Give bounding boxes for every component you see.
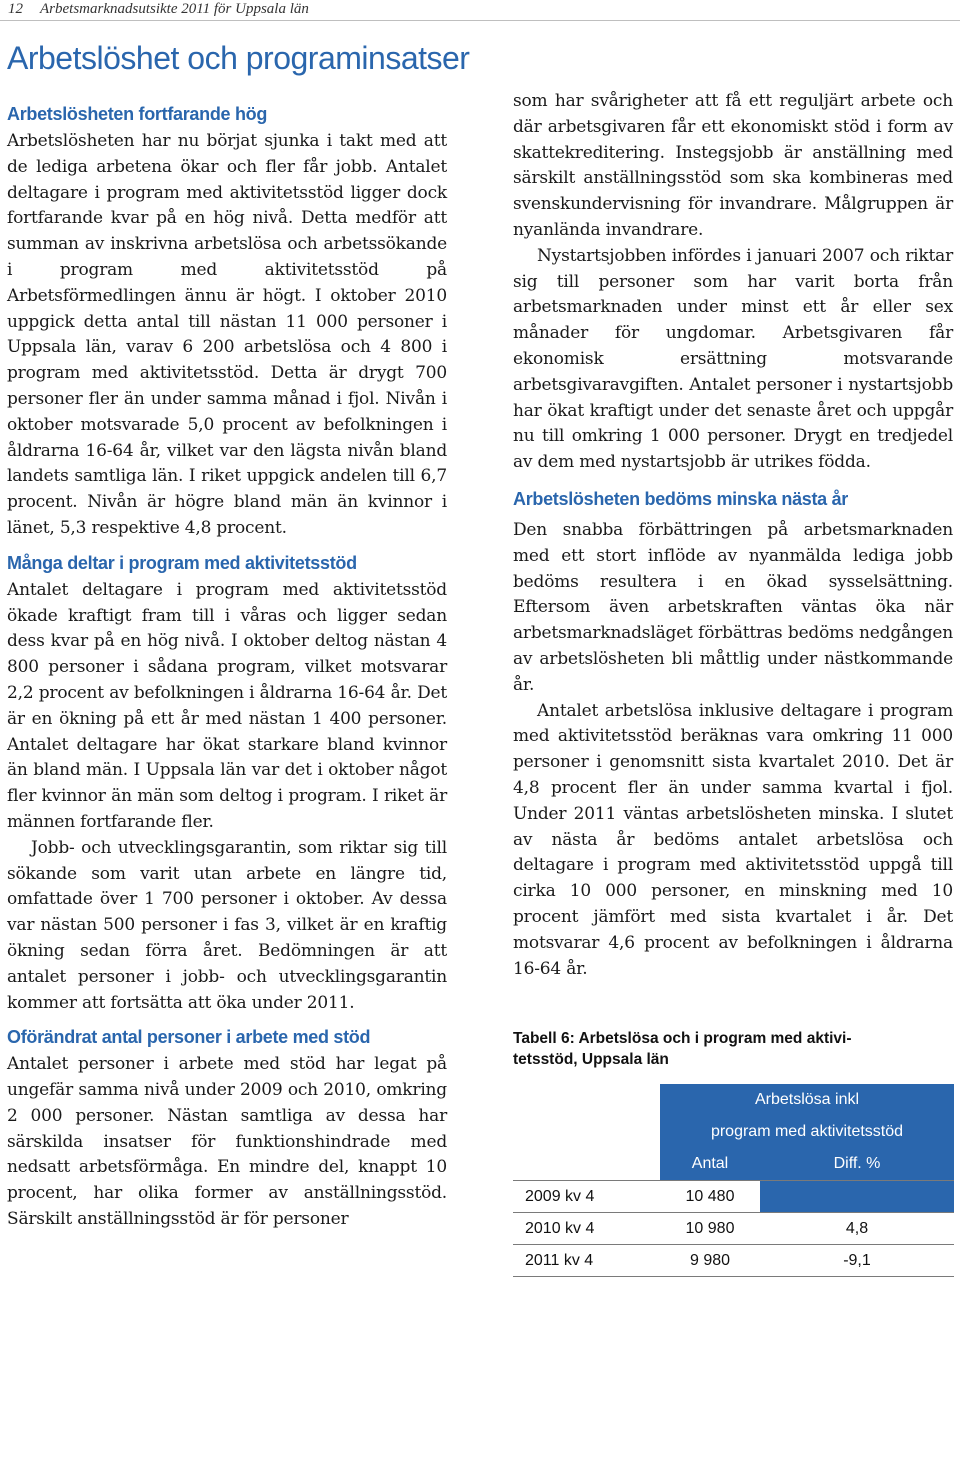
body-paragraph: Arbetslösheten har nu börjat sjunka i takt med att de lediga arbetena ökar och fler får jobb. Antalet deltagare i program med aktivitetsstöd ligger dock fortfarande kvar på en hög nivå. Detta medför att summan av inskrivna arbetslösa och arbetssökande i program med aktivitetsstöd på Arbetsförmedlingen ännu är högt. I oktober 2010 uppgick detta antal till nästan 11 000 personer i Uppsala län, varav 6 200 arbetslösa och 4 800 i program med aktivitetsstöd. Detta är drygt 700 personer fler än under samma månad i fjol. Nivån i oktober motsvarade 5,0 procent av befolkningen i åldrarna 16-64 år, vilket var den lägsta nivån bland landets samtliga län. I riket uppgick andelen till 6,7 procent. Nivån är högre bland män än kvinnor i länet, 5,3 respektive 4,8 procent. [7,131,447,538]
body-paragraph: som har svårigheter att få ett reguljärt arbete och där arbetsgivaren får ett ekonomiskt stöd i form av skattekreditering. Instegsjobb är anställning med särskilt anställningsstöd som ska kombineras med svenskundervisning för invandrare. Målgruppen är nyanlända invandrare. [513,91,953,240]
row-label: 2010 kv 4 [513,1213,660,1245]
running-header [0,0,960,21]
cell-antal: 10 980 [660,1213,760,1245]
table-row [513,1181,954,1213]
cell-diff-empty [760,1181,954,1213]
left-column [7,101,447,1233]
section-heading-many-in-programs: Många deltar i program med aktivitetsstöd [7,552,357,573]
statistics-table [513,1084,954,1277]
table-row [513,1213,954,1245]
body-paragraph: Antalet arbetslösa inklusive deltagare i program med aktivitetsstöd beräknas vara omkring 11 000 personer i genomsnitt sista kvartalet 2010. Det är 4,8 procent fler än under samma kvartal i fjol. Under 2011 väntas arbetslösheten minska. I slutet av nästa år bedöms antalet arbetslösa och deltagare i program med aktivitetsstöd uppgå till cirka 10 000 personer, en minskning med 10 procent jämfört med sista kvartalet i år. Det motsvarar 4,6 procent av befolkningen i åldrarna 16-64 år. [513,700,953,979]
cell-diff: -9,1 [760,1245,954,1277]
body-paragraph: Antalet deltagare i program med aktivitetsstöd ökade kraftigt fram till i våras och ligger sedan dess kvar på en hög nivå. I oktober deltog nästan 4 800 personer i sådana program, vilket motsvarar 2,2 procent av befolkningen i åldrarna 16-64 år. Det är en ökning på ett år med nästan 1 400 personer. Antalet deltagare har ökat starkare bland kvinnor än bland män. I Uppsala län var det i oktober något fler kvinnor än män som deltog i program. I riket är männen fortfarande fler. [7,579,447,832]
table-header-blank [513,1116,660,1148]
column-header-diff: Diff. % [760,1148,954,1181]
page-number: 12 [8,1,23,17]
table-header-blank [513,1148,660,1181]
section-heading-unemployment-high: Arbetslösheten fortfarande hög [7,104,268,124]
publication-title: Arbetsmarknadsutsikte 2011 för Uppsala län [40,1,309,17]
body-paragraph: Nystartsjobben infördes i januari 2007 och riktar sig till personer som har varit borta från arbetsmarknaden under minst ett år eller sex månader för ungdomar. Arbetsgivaren får ekonomisk ersättning motsvarande arbetsgivaravgiften. Antalet personer i nystartsjobb har ökat kraftigt under det senaste året och uppgår nu till omkring 1 000 personer. Drygt en tredjedel av dem med nystartsjobb är utrikes födda. [513,245,953,473]
row-label: 2009 kv 4 [513,1181,660,1213]
table-caption [513,1028,953,1070]
table-group-header: program med aktivitetsstöd [660,1116,954,1148]
body-paragraph: Den snabba förbättringen på arbetsmarknaden med ett stort inflöde av nyanmälda lediga jobb bedöms resultera i en ökad sysselsättning. Eftersom även arbetskraften väntas öka när arbetsmarknadsläget förbättras bedöms nedgången av arbetslösheten bli måttlig under nästkommande år. [513,519,953,695]
table-caption-line: tetsstöd, Uppsala län [513,1051,669,1069]
cell-diff: 4,8 [760,1213,954,1245]
table-header-blank [513,1084,660,1116]
cell-antal: 10 480 [660,1181,760,1213]
section-heading-unchanged-supported-work: Oförändrat antal personer i arbete med stöd [7,1027,371,1048]
table-row [513,1245,954,1277]
right-column [513,89,953,1277]
cell-antal: 9 980 [660,1245,760,1277]
page-title: Arbetslöshet och programinsatser [7,40,470,76]
row-label: 2011 kv 4 [513,1245,660,1277]
table-group-header: Arbetslösa inkl [660,1084,954,1116]
section-heading-unemployment-decrease: Arbetslösheten bedöms minska nästa år [513,488,849,509]
body-paragraph: Jobb- och utvecklingsgarantin, som riktar sig till sökande som varit utan arbete en längre tid, omfattade över 1 700 personer i oktober. Av dessa var nästan 500 personer i fas 3, vilket är en kraftig ökning sedan förra året. Bedömningen är att antalet personer i jobb- och utvecklingsgarantin kommer att fortsätta att öka under 2011. [7,837,447,1013]
body-paragraph: Antalet personer i arbete med stöd har legat på ungefär samma nivå under 2009 och 2010, omkring 2 000 personer. Nästan samtliga av dessa har särskilda insatser för funktionshindrade med nedsatt arbetsförmåga. En mindre del, knappt 10 procent, har olika former av anställningsstöd. Särskilt anställningsstöd är för personer [7,1054,447,1230]
table-caption-line: Tabell 6: Arbetslösa och i program med aktivi- [513,1030,852,1048]
column-header-antal: Antal [660,1148,760,1181]
